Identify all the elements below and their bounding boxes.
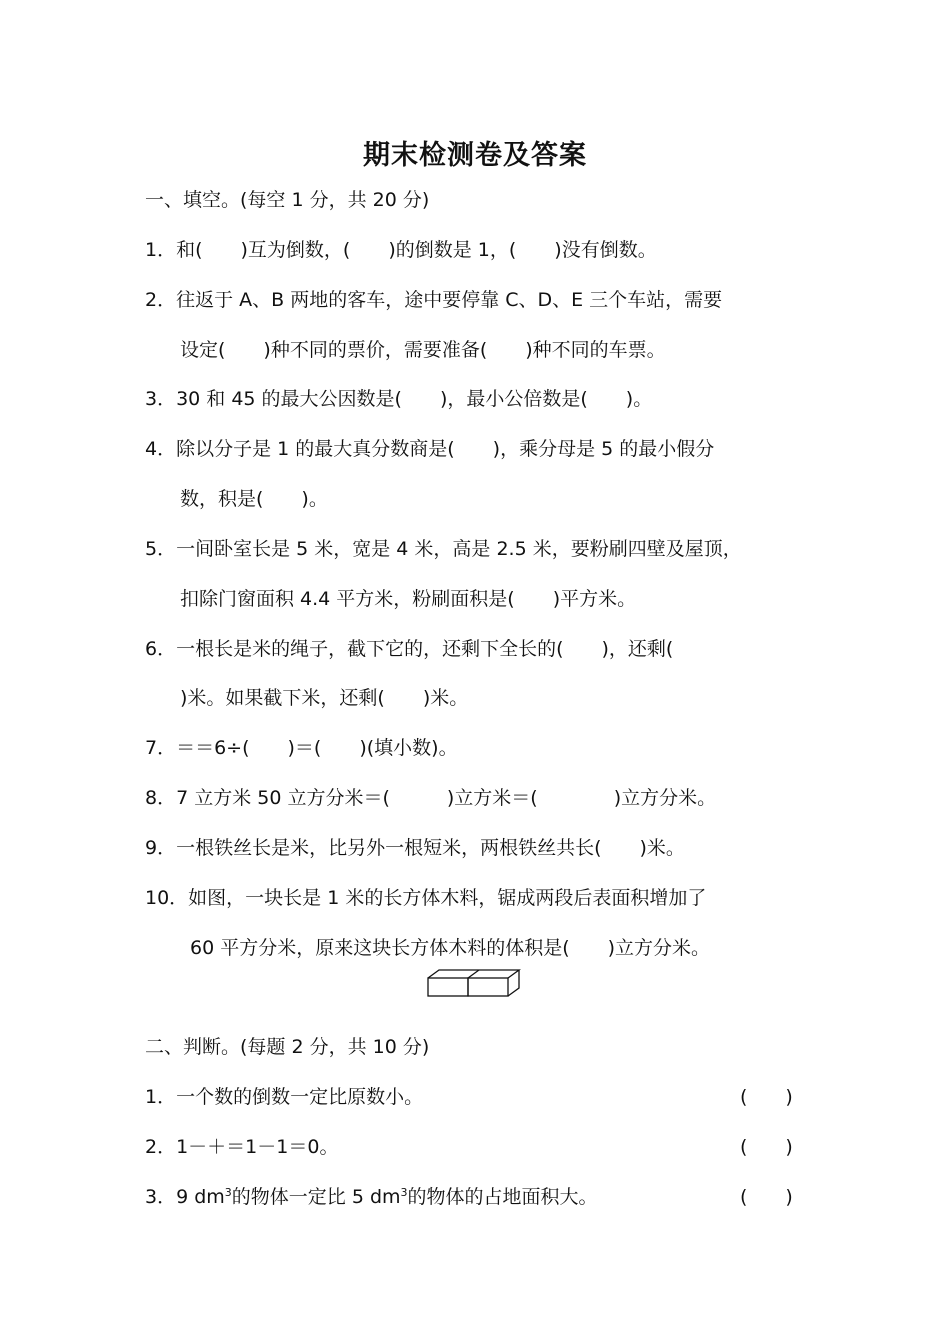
question-1-2-line2: 设定( )种不同的票价，需要准备( )种不同的车票。 — [180, 339, 666, 361]
question-1-10-line1: 10．如图，一块长是 1 米的长方体木料，锯成两段后表面积增加了 — [145, 887, 707, 909]
question-1-6-line2: )米。如果截下米，还剩( )米。 — [180, 687, 469, 709]
question-2-3 — [145, 1183, 598, 1211]
question-1-7: 7．＝＝6÷( )＝( )(填小数)。 — [145, 737, 458, 759]
question-1-6-line1: 6．一根长是米的绳子，截下它的，还剩下全长的( )，还剩( — [145, 638, 674, 660]
question-2-2: 2．1－＋＝1－1＝0。 — [145, 1136, 339, 1158]
question-2-1: 1．一个数的倒数一定比原数小。 — [145, 1086, 424, 1108]
question-2-3-suffix: 的物体的占地面积大。 — [407, 1186, 598, 1208]
question-2-3-mid: 的物体一定比 5 dm — [231, 1186, 401, 1208]
page-title: 期末检测卷及答案 — [363, 140, 587, 171]
question-1-4-line2: 数，积是( )。 — [180, 488, 328, 510]
question-1-9: 9．一根铁丝长是米，比另外一根短米，两根铁丝共长( )米。 — [145, 837, 685, 859]
question-1-8: 8．7 立方米 50 立方分米＝( )立方米＝( )立方分米。 — [145, 787, 717, 809]
question-1-1: 1．和( )互为倒数，( )的倒数是 1，( )没有倒数。 — [145, 239, 657, 261]
question-1-5-line2: 扣除门窗面积 4.4 平方米，粉刷面积是( )平方米。 — [180, 588, 637, 610]
question-1-10-line2: 60 平方分米，原来这块长方体木料的体积是( )立方分米。 — [190, 937, 711, 959]
superscript-3: 3 — [224, 1186, 232, 1199]
superscript-3: 3 — [400, 1186, 408, 1199]
cuboid-figure — [425, 968, 525, 1000]
section1-header: 一、填空。(每空 1 分，共 20 分) — [145, 189, 430, 211]
answer-parens-2-2[interactable]: ( ) — [740, 1136, 793, 1158]
question-1-4-line1: 4．除以分子是 1 的最大真分数商是( )，乘分母是 5 的最小假分 — [145, 438, 715, 460]
section2-header: 二、判断。(每题 2 分，共 10 分) — [145, 1036, 430, 1058]
question-1-2-line1: 2．往返于 A、B 两地的客车，途中要停靠 C、D、E 三个车站，需要 — [145, 289, 723, 311]
question-1-3: 3．30 和 45 的最大公因数是( )，最小公倍数是( )。 — [145, 388, 653, 410]
question-2-3-prefix: 3．9 dm — [145, 1186, 225, 1208]
answer-parens-2-1[interactable]: ( ) — [740, 1086, 793, 1108]
answer-parens-2-3[interactable]: ( ) — [740, 1186, 793, 1208]
question-1-5-line1: 5．一间卧室长是 5 米，宽是 4 米，高是 2.5 米，要粉刷四壁及屋顶， — [145, 538, 742, 560]
